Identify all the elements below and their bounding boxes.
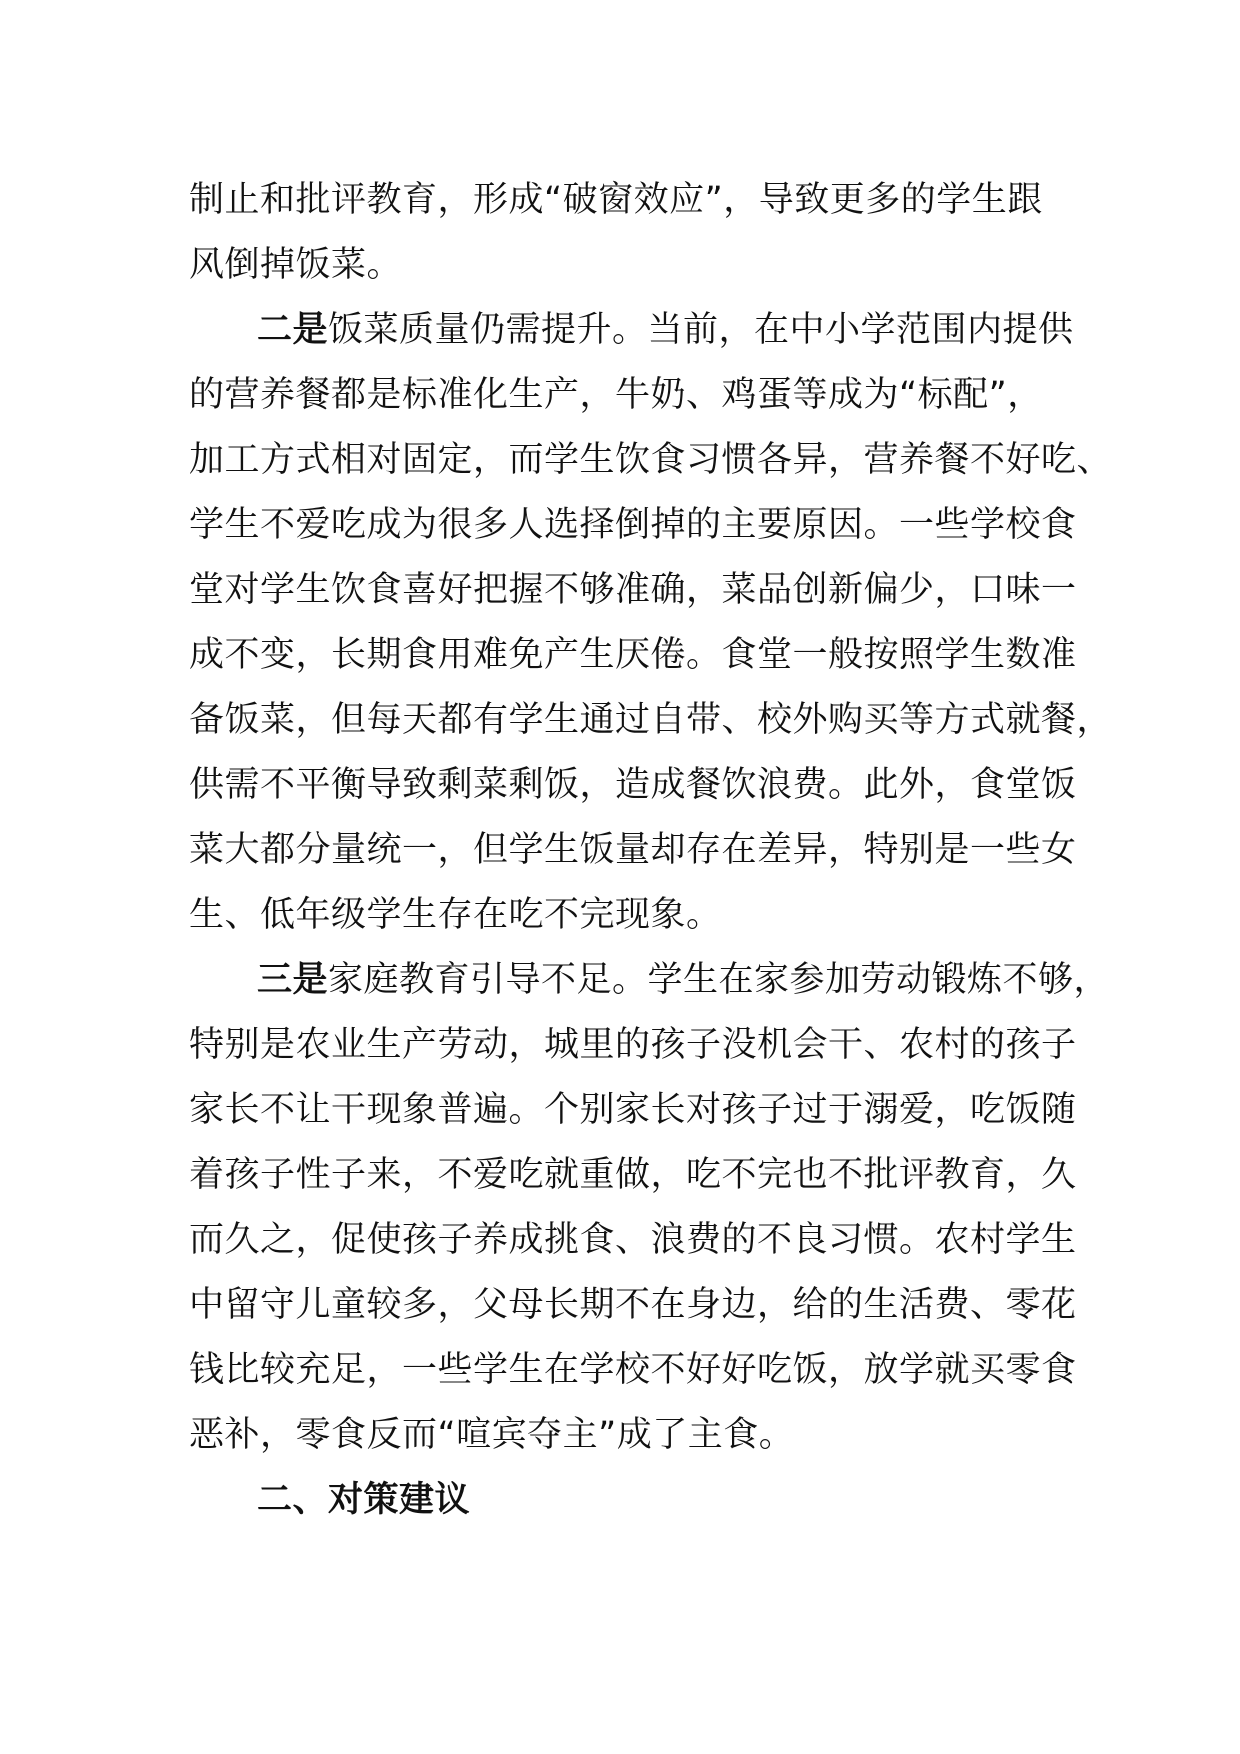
text-line: 学生不爱吃成为很多人选择倒掉的主要原因。一些学校食 <box>189 505 1077 545</box>
paragraph-2 <box>189 298 1113 948</box>
text-span: 家庭教育引导不足。学生在家参加劳动锻炼不够， <box>328 960 1110 1000</box>
text-line: 而久之，促使孩子养成挑食、浪费的不良习惯。农村学生 <box>189 1220 1077 1260</box>
text-line: 生、低年级学生存在吃不完现象。 <box>189 895 722 935</box>
text-line: 供需不平衡导致剩菜剩饭，造成餐饮浪费。此外，食堂饭 <box>189 765 1077 805</box>
text-line <box>189 948 1110 1013</box>
text-line: 堂对学生饮食喜好把握不够准确，菜品创新偏少，口味一 <box>189 570 1077 610</box>
text-line: 着孩子性子来，不爱吃就重做，吃不完也不批评教育，久 <box>189 1155 1077 1195</box>
text-line: 制止和批评教育，形成“破窗效应”，导致更多的学生跟 <box>189 180 1043 220</box>
paragraph-3 <box>189 948 1110 1468</box>
section-heading: 二、对策建议 <box>257 1480 471 1520</box>
text-line: 菜大都分量统一，但学生饭量却存在差异，特别是一些女 <box>189 830 1077 870</box>
text-line: 家长不让干现象普遍。个别家长对孩子过于溺爱，吃饭随 <box>189 1090 1077 1130</box>
document-page <box>189 168 1113 1533</box>
text-line: 特别是农业生产劳动，城里的孩子没机会干、农村的孩子 <box>189 1025 1077 1065</box>
paragraph-1 <box>189 168 1059 298</box>
text-line: 的营养餐都是标准化生产，牛奶、鸡蛋等成为“标配”， <box>189 375 1043 415</box>
text-line: 中留守儿童较多，父母长期不在身边，给的生活费、零花 <box>189 1285 1077 1325</box>
text-line: 成不变，长期食用难免产生厌倦。食堂一般按照学生数准 <box>189 635 1077 675</box>
paragraph-lead: 三是 <box>257 960 329 1000</box>
text-line: 备饭菜，但每天都有学生通过自带、校外购买等方式就餐， <box>189 700 1113 740</box>
text-line <box>189 298 1074 363</box>
text-span: 饭菜质量仍需提升。当前，在中小学范围内提供 <box>328 310 1074 350</box>
text-line: 恶补，零食反而“喧宾夺主”成了主食。 <box>189 1415 795 1455</box>
text-line: 加工方式相对固定，而学生饮食习惯各异，营养餐不好吃、 <box>189 440 1113 480</box>
text-line: 钱比较充足，一些学生在学校不好好吃饭，放学就买零食 <box>189 1350 1077 1390</box>
text-line: 风倒掉饭菜。 <box>189 245 403 285</box>
paragraph-lead: 二是 <box>257 310 329 350</box>
